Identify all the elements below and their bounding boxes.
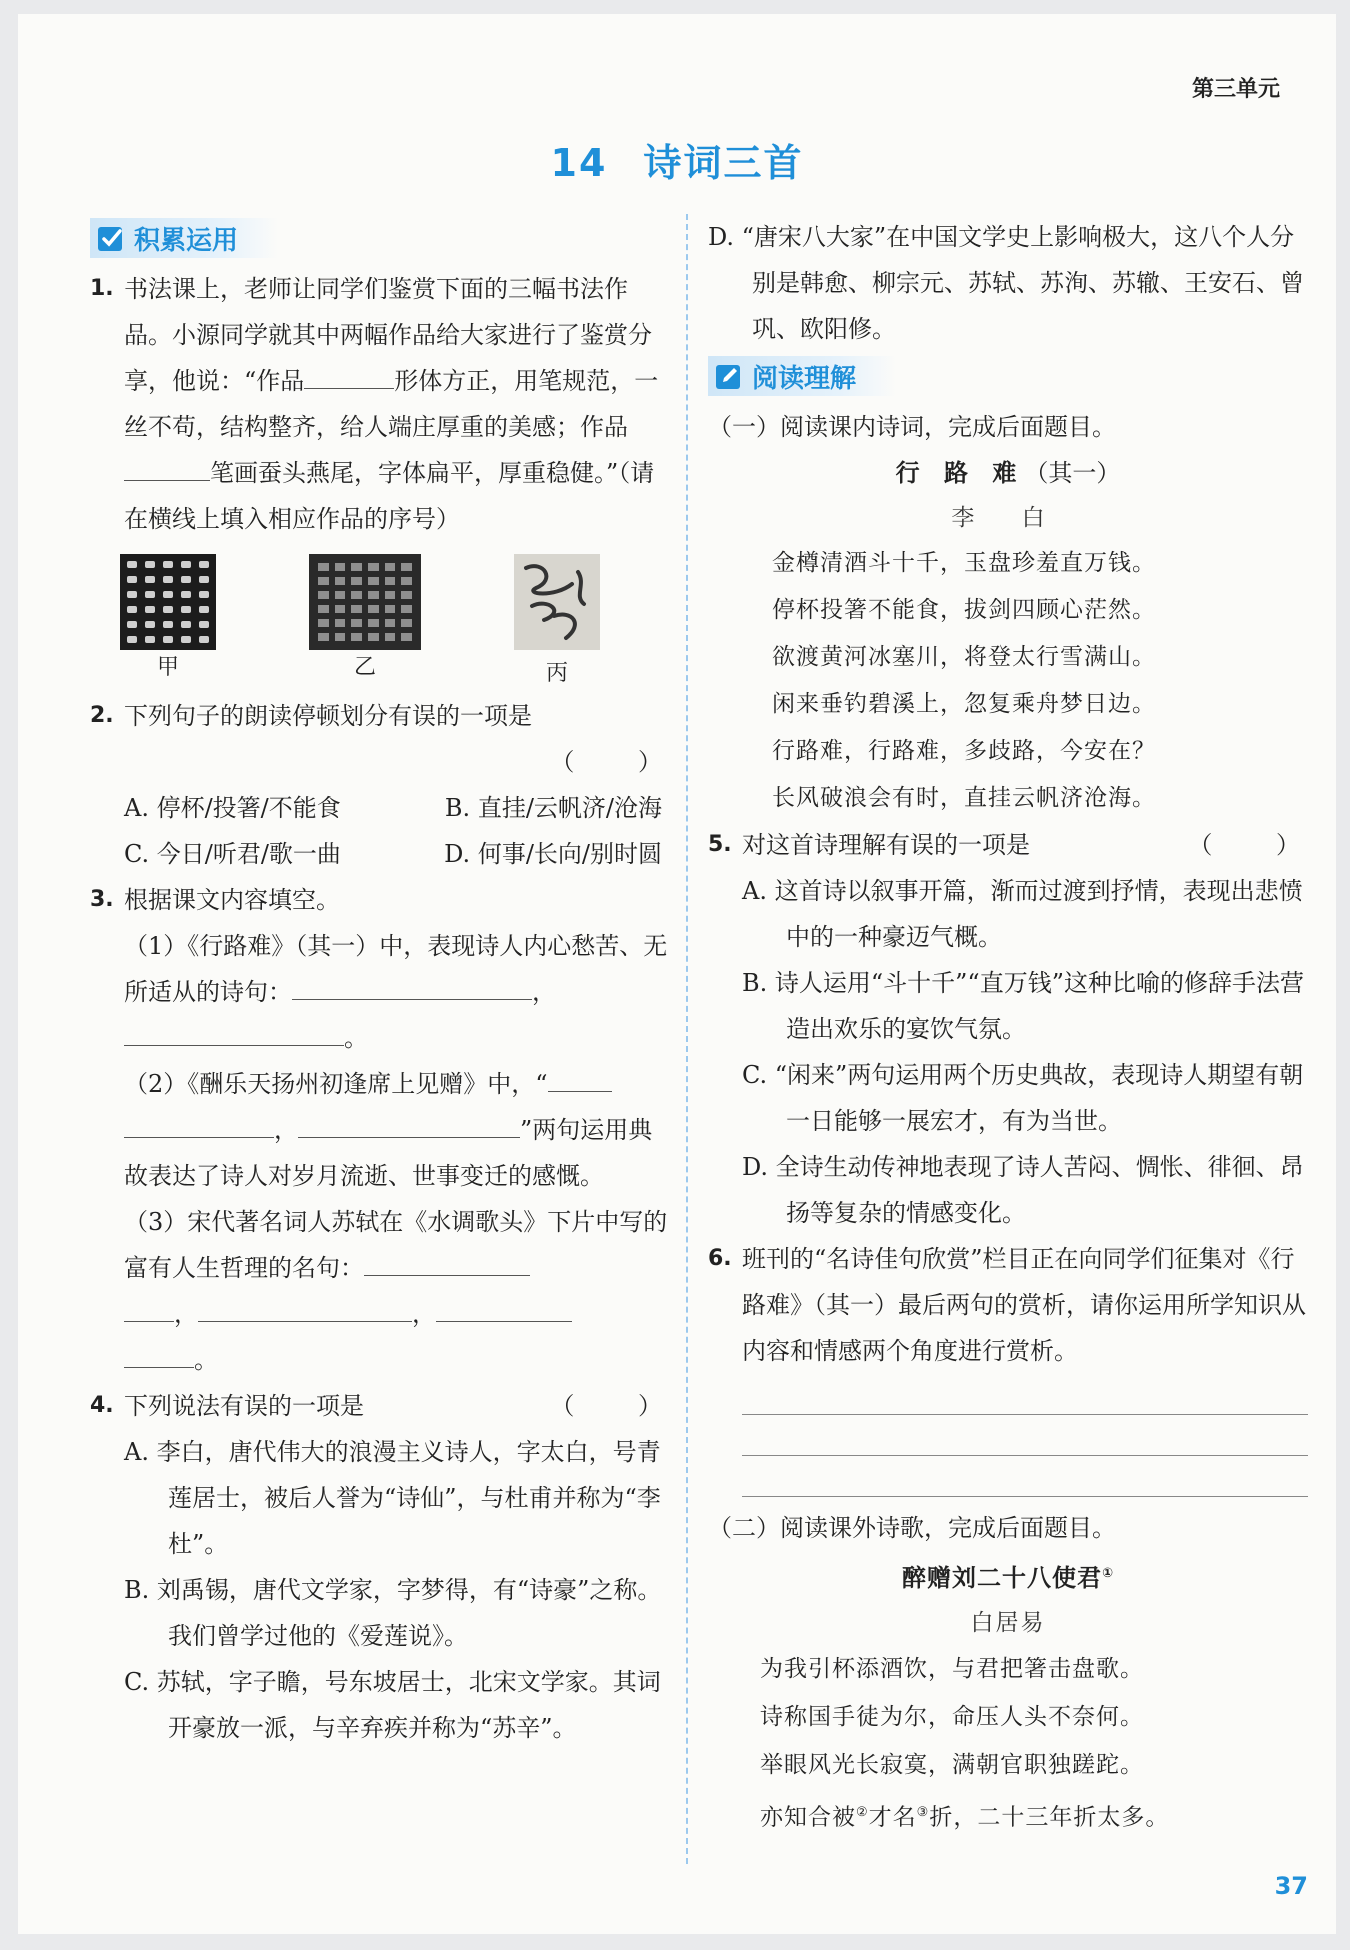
question-1-number: 1.: [90, 276, 114, 301]
poem-2-line: 为我引杯添酒饮，与君把箸击盘歌。: [760, 1656, 1144, 1682]
question-2-options-row-2: [90, 831, 670, 877]
calligraphy-label-jia: 甲: [156, 655, 179, 680]
question-2-answer-bracket[interactable]: （ ）: [550, 748, 690, 776]
footnote-marker-2: ②: [856, 1805, 869, 1820]
column-divider: [686, 214, 688, 1864]
footnote-marker-1: ①: [1101, 1566, 1114, 1581]
question-5-option-b[interactable]: B. 诗人运用“斗十千”“直万钱”这种比喻的修辞手法营造出欢乐的宴饮气氛。: [742, 969, 1304, 1043]
question-2-option-c[interactable]: C. 今日/听君/歌一曲: [124, 840, 341, 868]
poem-1-line: 行路难，行路难，多歧路，今安在？: [772, 738, 1156, 764]
answer-blank-3-3a[interactable]: [364, 1245, 530, 1276]
question-5-option-a[interactable]: A. 这首诗以叙事开篇，渐而过渡到抒情，表现出悲愤中的一种豪迈气概。: [742, 877, 1303, 951]
answer-blank-3-1b[interactable]: [124, 1015, 344, 1046]
question-4-option-b[interactable]: B. 刘禹锡，唐代文学家，字梦得，有“诗豪”之称。我们曾学过他的《爱莲说》。: [124, 1576, 662, 1650]
question-4-text: 下列说法有误的一项是: [124, 1392, 364, 1420]
poem-1-title: 行 路 难（其一）: [895, 459, 1121, 487]
question-5-number: 5.: [708, 832, 732, 857]
question-6-number: 6.: [708, 1246, 732, 1271]
page-number: 37: [1274, 1872, 1308, 1900]
question-4-answer-bracket[interactable]: （ ）: [550, 1392, 690, 1420]
answer-blank-3-2c[interactable]: [298, 1107, 520, 1138]
poem-1-line: 长风破浪会有时，直挂云帆济沧海。: [772, 785, 1156, 811]
poem-2-title: 醉赠刘二十八使君①: [901, 1564, 1114, 1592]
answer-blank-3-3b[interactable]: [124, 1291, 174, 1322]
calligraphy-yi: [309, 554, 421, 687]
question-2-text: 下列句子的朗读停顿划分有误的一项是: [124, 702, 532, 730]
unit-label: 第三单元: [1191, 77, 1280, 102]
edit-pen-icon: [714, 361, 744, 391]
question-2: [90, 693, 690, 785]
answer-blank-3-2b[interactable]: [124, 1107, 274, 1138]
part-1-intro: （一）阅读课内诗词，完成后面题目。: [708, 413, 1116, 441]
answer-blank-1a[interactable]: [304, 358, 394, 389]
question-1-text-b: 形体方正，用笔规范，一丝不苟，结构整齐，给人端庄厚重的美感；作品: [124, 367, 659, 441]
question-4-option-d[interactable]: D. “唐宋八大家”在中国文学史上影响极大，这八个人分别是韩愈、柳宗元、苏轼、苏洵、苏辙、王安石、曾巩、欧阳修。: [708, 223, 1304, 343]
question-5: [708, 822, 1328, 868]
calligraphy-image-jia: [120, 554, 216, 650]
poem-1-line: 欲渡黄河冰塞川，将登太行雪满山。: [772, 644, 1156, 670]
lesson-number: 14: [550, 141, 608, 185]
poem-1-author: 李 白: [951, 505, 1065, 531]
poem-2-line: 诗称国手徒为尔，命压人头不奈何。: [760, 1704, 1144, 1730]
left-column: [90, 214, 690, 1751]
question-4: [90, 1383, 690, 1429]
poem-2-author: 白居易: [970, 1610, 1046, 1636]
answer-blank-3-3d[interactable]: [436, 1291, 572, 1322]
answer-line[interactable]: [742, 1456, 1308, 1497]
question-5-option-d[interactable]: D. 全诗生动传神地表现了诗人苦闷、惆怅、徘徊、昂扬等复杂的情感变化。: [742, 1153, 1304, 1227]
calligraphy-label-yi: 乙: [353, 655, 376, 680]
question-3-number: 3.: [90, 887, 114, 912]
calligraphy-bing: [514, 554, 600, 687]
question-4-option-c[interactable]: C. 苏轼，字子瞻，号东坡居士，北宋文学家。其词开豪放一派，与辛弃疾并称为“苏辛”。: [124, 1668, 661, 1742]
question-3-part-2b: ”两句运用典故表达了诗人对岁月流逝、世事变迁的感慨。: [124, 1116, 653, 1190]
question-2-option-b[interactable]: B. 直挂/云帆济/沧海: [444, 794, 662, 822]
section-reading-label: 阅读理解: [752, 363, 857, 394]
answer-blank-3-3e[interactable]: [124, 1337, 194, 1368]
answer-line[interactable]: [742, 1415, 1308, 1456]
poem-1-line: 停杯投箸不能食，拔剑四顾心茫然。: [772, 597, 1156, 623]
question-1: [90, 266, 670, 542]
question-2-option-a[interactable]: A. 停杯/投箸/不能食: [124, 794, 341, 822]
answer-blank-3-3c[interactable]: [198, 1291, 412, 1322]
calligraphy-label-bing: 丙: [545, 661, 568, 686]
poem-2-line: 亦知合被②才名③折，二十三年折太多。: [760, 1804, 1170, 1831]
answer-line[interactable]: [742, 1374, 1308, 1415]
poem-1-subtitle: （其一）: [1024, 459, 1121, 487]
question-3-text: 根据课文内容填空。: [124, 886, 340, 914]
section-accumulate-label: 积累运用: [134, 225, 239, 256]
poem-1-line: 金樽清酒斗十千，玉盘珍羞直万钱。: [772, 550, 1156, 576]
right-column: [708, 214, 1328, 1842]
question-3-part-1: （1）《行路难》（其一）中，表现诗人内心愁苦、无所适从的诗句：: [124, 932, 668, 1006]
question-2-option-d[interactable]: D. 何事/长向/别时圆: [444, 840, 662, 868]
part-2-intro: （二）阅读课外诗歌，完成后面题目。: [708, 1514, 1116, 1542]
workbook-page: [18, 14, 1336, 1934]
question-2-options-row-1: [90, 785, 670, 831]
question-5-option-c[interactable]: C. “闲来”两句运用两个历史典故，表现诗人期望有朝一日能够一展宏才，有为当世。: [742, 1061, 1304, 1135]
question-6: [708, 1236, 1308, 1374]
checkbox-pen-icon: [96, 223, 126, 253]
question-5-answer-bracket[interactable]: （ ）: [1188, 831, 1328, 859]
poem-2-line: 举眼风光长寂寞，满朝官职独蹉跎。: [760, 1752, 1144, 1778]
lesson-name: 诗词三首: [643, 141, 804, 185]
question-6-text: 班刊的“名诗佳句欣赏”栏目正在向同学们征集对《行路难》（其一）最后两句的赏析，请你运用所学知识从内容和情感两个角度进行赏析。: [742, 1245, 1306, 1365]
answer-blank-3-1a[interactable]: [292, 969, 532, 1000]
question-1-text-c: 笔画蚕头燕尾，字体扁平，厚重稳健。”（请在横线上填入相应作品的序号）: [124, 459, 655, 533]
answer-blank-3-2a[interactable]: [548, 1061, 612, 1092]
question-4-number: 4.: [90, 1393, 114, 1418]
question-3: 3. 根据课文内容填空。 （1）《行路难》（其一）中，表现诗人内心愁苦、无所适从的诗句： ， 。 （2）《酬乐天扬州初逢席上见赠》中，“ ， ”两句运用典故表达了诗人对岁月流逝、世事变迁的感慨。 （3）宋代著名词人苏轼在《水调歌头》下片中写的富有人生哲理的名句： ， ， 。: [90, 877, 670, 1383]
question-1-text-a: 书法课上，老师让同学们鉴赏下面的三幅书法作品。小源同学就其中两幅作品给大家进行了鉴赏分享，他说：“作品: [124, 275, 652, 395]
footnote-marker-3: ③: [916, 1805, 930, 1820]
lesson-title: [18, 132, 1336, 187]
calligraphy-jia: [120, 554, 216, 687]
question-2-number: 2.: [90, 703, 114, 728]
calligraphy-images: [120, 554, 600, 687]
question-3-part-2a: （2）《酬乐天扬州初逢席上见赠》中，“: [124, 1070, 548, 1098]
section-reading-header: [708, 356, 896, 396]
poem-1-line: 闲来垂钓碧溪上，忽复乘舟梦日边。: [772, 691, 1156, 717]
question-3-part-3: （3）宋代著名词人苏轼在《水调歌头》下片中写的富有人生哲理的名句：: [124, 1208, 668, 1282]
answer-blank-1b[interactable]: [124, 450, 210, 481]
question-4-option-a[interactable]: A. 李白，唐代伟大的浪漫主义诗人，字太白，号青莲居士，被后人誉为“诗仙”，与杜甫并称为“李杜”。: [124, 1438, 661, 1558]
question-5-text: 对这首诗理解有误的一项是: [742, 831, 1030, 859]
section-accumulate-header: [90, 218, 278, 258]
calligraphy-image-bing: [514, 554, 600, 650]
calligraphy-image-yi: [309, 554, 421, 650]
